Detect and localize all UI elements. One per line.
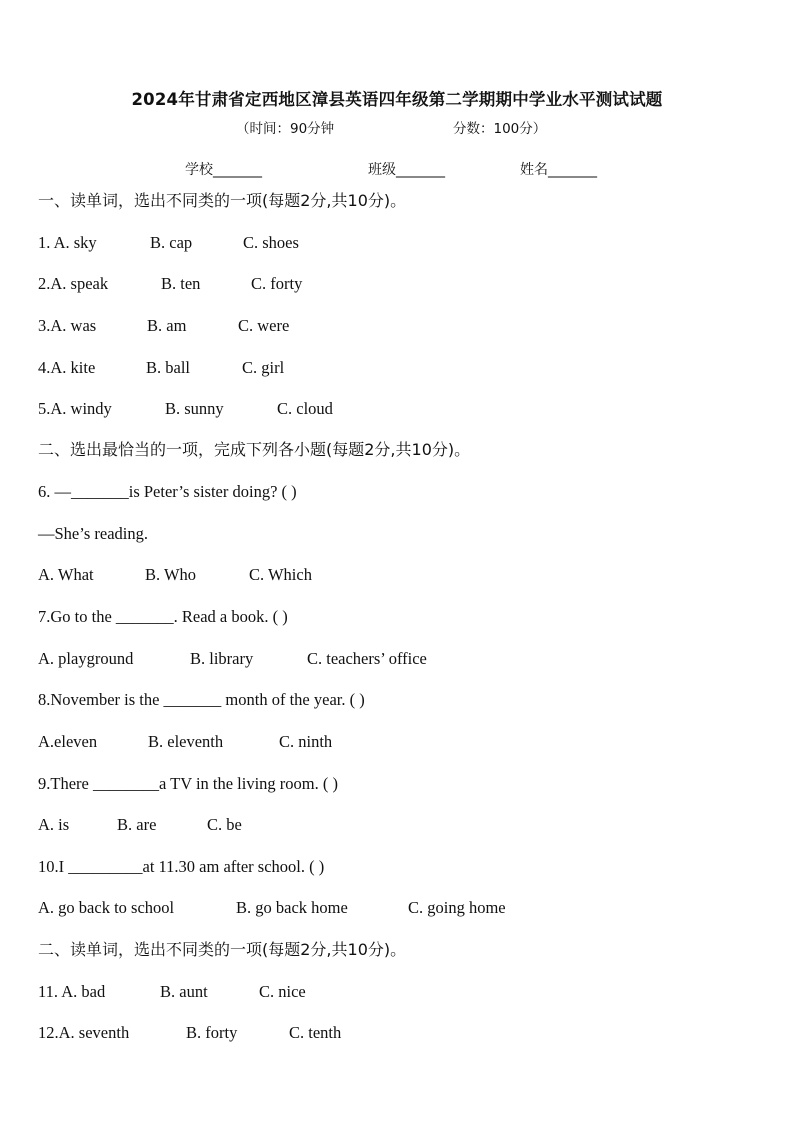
q11-option-a: 11. A. bad bbox=[38, 982, 106, 1001]
q12-option-c: C. tenth bbox=[289, 1023, 342, 1042]
school-field[interactable]: 学校_______ bbox=[185, 162, 262, 178]
q1-option-b: B. cap bbox=[150, 233, 193, 252]
q2-option-a: 2.A. speak bbox=[38, 274, 109, 293]
q1-option-a: 1. A. sky bbox=[38, 233, 97, 252]
q11-option-b: B. aunt bbox=[160, 982, 208, 1001]
q10-stem: 10.I _________at 11.30 am after school. ( ) bbox=[38, 857, 325, 876]
q6-option-c: C. Which bbox=[249, 565, 312, 584]
exam-time: （时间：90分钟 bbox=[236, 121, 335, 137]
section1-heading: 一、读单词，选出不同类的一项(每题2分,共10分)。 bbox=[38, 191, 407, 210]
q3-option-c: C. were bbox=[238, 316, 290, 335]
q7-option-c: C. teachers’ office bbox=[307, 649, 427, 668]
q6-answer-line: —She’s reading. bbox=[38, 524, 148, 543]
q6-stem: 6. —_______is Peter’s sister doing? ( ) bbox=[38, 482, 297, 501]
q4-option-c: C. girl bbox=[242, 358, 285, 377]
q9-option-a: A. is bbox=[38, 815, 70, 834]
q7-stem: 7.Go to the _______. Read a book. ( ) bbox=[38, 607, 288, 626]
q3-option-a: 3.A. was bbox=[38, 316, 97, 335]
section2-heading: 二、选出最恰当的一项，完成下列各小题(每题2分,共10分)。 bbox=[38, 440, 471, 459]
q8-option-b: B. eleventh bbox=[148, 732, 224, 751]
q7-option-b: B. library bbox=[190, 649, 254, 668]
exam-info bbox=[0, 117, 794, 137]
q5-option-c: C. cloud bbox=[277, 399, 333, 418]
q10-option-c: C. going home bbox=[408, 898, 506, 917]
q7-option-a: A. playground bbox=[38, 649, 134, 668]
name-field[interactable]: 姓名_______ bbox=[520, 162, 597, 178]
q5-option-a: 5.A. windy bbox=[38, 399, 112, 418]
q10-option-a: A. go back to school bbox=[38, 898, 175, 917]
q5-option-b: B. sunny bbox=[165, 399, 224, 418]
q9-option-b: B. are bbox=[117, 815, 157, 834]
q10-option-b: B. go back home bbox=[236, 898, 348, 917]
section3-heading: 二、读单词，选出不同类的一项(每题2分,共10分)。 bbox=[38, 940, 407, 959]
q4-option-a: 4.A. kite bbox=[38, 358, 96, 377]
q6-option-a: A. What bbox=[38, 565, 94, 584]
student-fields bbox=[0, 159, 794, 179]
q6-option-b: B. Who bbox=[145, 565, 197, 584]
q9-stem: 9.There ________a TV in the living room. ( ) bbox=[38, 774, 339, 793]
q2-option-c: C. forty bbox=[251, 274, 303, 293]
class-field[interactable]: 班级_______ bbox=[368, 162, 445, 178]
q4-option-b: B. ball bbox=[146, 358, 190, 377]
q12-option-b: B. forty bbox=[186, 1023, 238, 1042]
q11-option-c: C. nice bbox=[259, 982, 306, 1001]
q9-option-c: C. be bbox=[207, 815, 242, 834]
q2-option-b: B. ten bbox=[161, 274, 201, 293]
q8-option-c: C. ninth bbox=[279, 732, 333, 751]
q12-option-a: 12.A. seventh bbox=[38, 1023, 130, 1042]
q3-option-b: B. am bbox=[147, 316, 187, 335]
q8-stem: 8.November is the _______ month of the year. ( ) bbox=[38, 690, 365, 709]
exam-score: 分数：100分） bbox=[453, 121, 547, 137]
q8-option-a: A.eleven bbox=[38, 732, 98, 751]
exam-title: 2024年甘肃省定西地区漳县英语四年级第二学期期中学业水平测试试题 bbox=[131, 90, 663, 109]
q1-option-c: C. shoes bbox=[243, 233, 299, 252]
